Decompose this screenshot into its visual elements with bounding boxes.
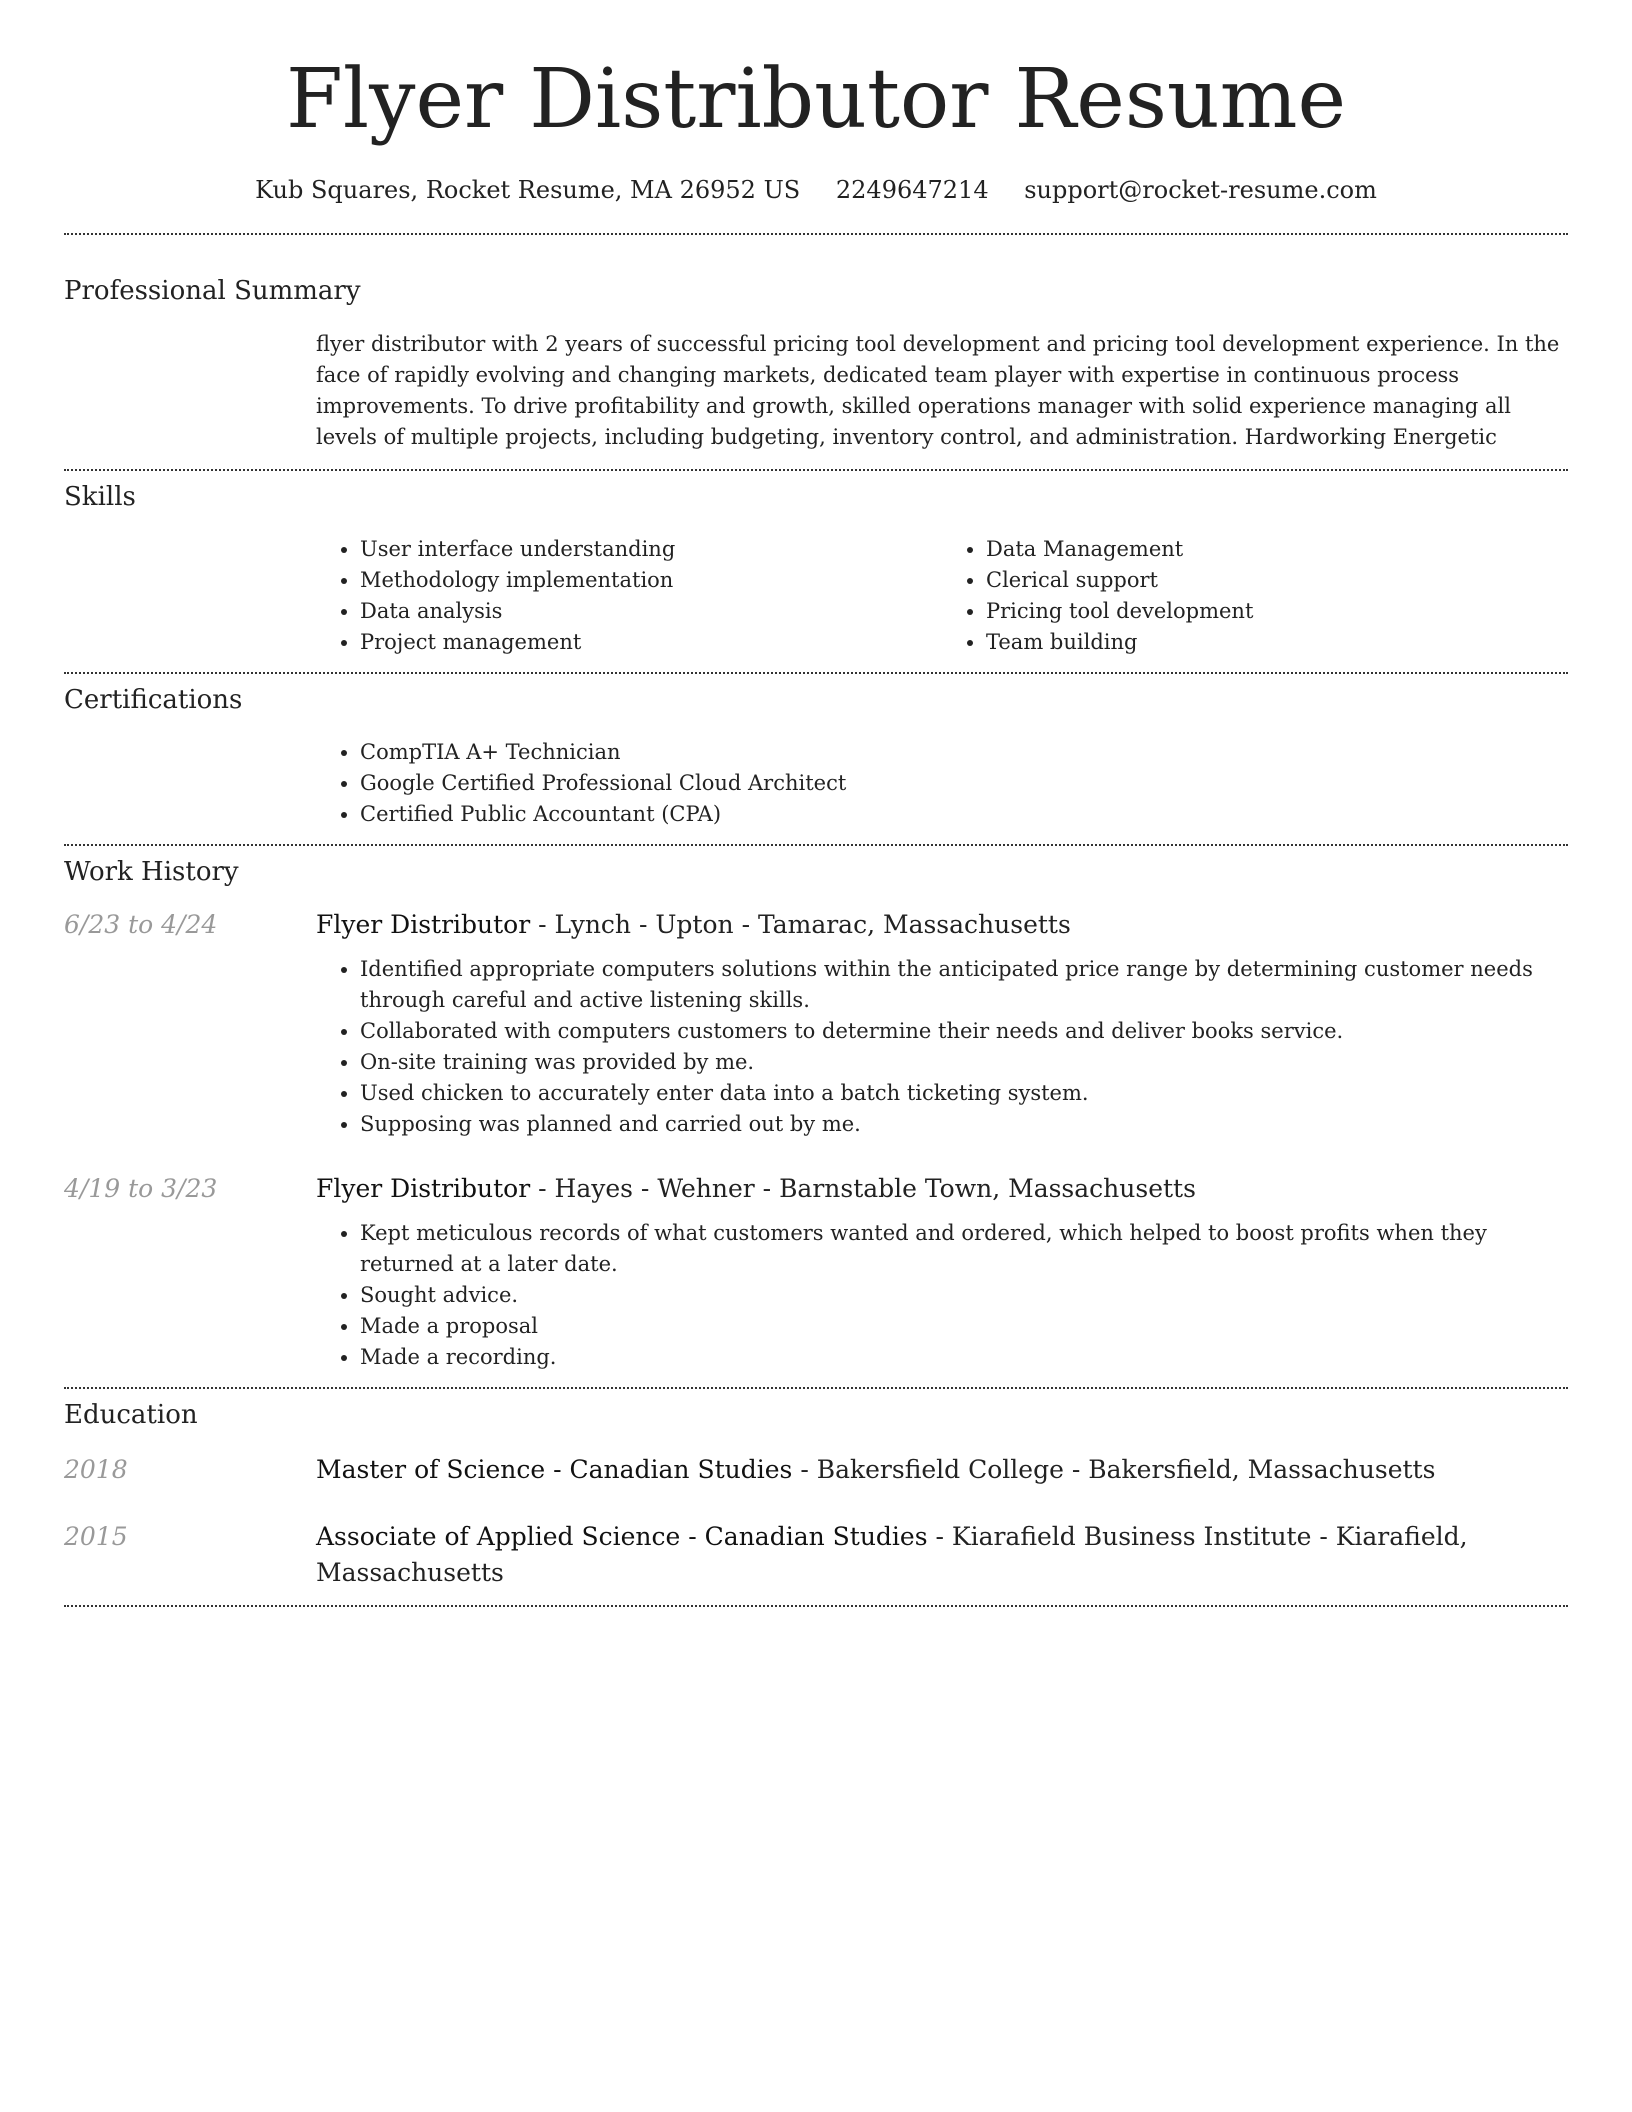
education-school-location: - Kiarafield Business Institute - Kiarafield, Massachusetts	[316, 1522, 1468, 1587]
job-bullet: • Made a proposal	[360, 1311, 1568, 1342]
job-employer-location: - Hayes - Wehner - Barnstable Town, Massachusetts	[530, 1174, 1196, 1203]
skill-item: • Data analysis	[360, 596, 942, 627]
education-section	[64, 1398, 1568, 1591]
certifications-list	[316, 737, 1568, 830]
education-degree: Associate of Applied Science - Canadian Studies	[316, 1522, 928, 1551]
job-heading	[316, 907, 1568, 943]
job-dates: 6/23 to 4/24	[64, 910, 218, 939]
resume-title: Flyer Distributor Resume	[286, 52, 1346, 147]
education-entry	[64, 1519, 1568, 1591]
job-role: Flyer Distributor	[316, 910, 531, 939]
job-bullet: • Supposing was planned and carried out by me.	[360, 1109, 1568, 1140]
education-degree: Master of Science - Canadian Studies	[316, 1455, 793, 1484]
skill-item: • Project management	[360, 627, 942, 658]
section-title-summary: Professional Summary	[64, 276, 361, 306]
job-bullet: • Kept meticulous records of what customers wanted and ordered, which helped to boost profits when they returned at a later date.	[360, 1218, 1568, 1280]
skill-item: • Data Management	[986, 534, 1568, 565]
job-entry	[64, 1171, 1568, 1373]
education-entry	[64, 1452, 1568, 1488]
skills-list-right	[942, 534, 1568, 658]
education-heading	[316, 1519, 1568, 1591]
skill-item: • Pricing tool development	[986, 596, 1568, 627]
contact-line	[64, 174, 1568, 206]
section-divider	[64, 672, 1568, 674]
job-bullet: • Sought advice.	[360, 1280, 1568, 1311]
contact-email: support@rocket-resume.com	[1024, 176, 1377, 204]
work-history-section	[64, 855, 1568, 1373]
job-bullet: • Made a recording.	[360, 1342, 1568, 1373]
education-heading	[316, 1452, 1568, 1488]
job-bullet: • Identified appropriate computers solutions within the anticipated price range by determining customer needs through careful and active listening skills.	[360, 954, 1568, 1016]
summary-text: flyer distributor with 2 years of successful pricing tool development and pricing tool development experience. In the face of rapidly evolving and changing markets, dedicated team player with expertise in continuous process improvements. To drive profitability and growth, skilled operations manager with solid experience managing all levels of multiple projects, including budgeting, inventory control, and administration. Hardworking Energetic	[316, 332, 1560, 449]
job-bullets	[316, 954, 1568, 1140]
section-title-skills: Skills	[64, 482, 136, 512]
section-divider	[64, 1387, 1568, 1389]
job-employer-location: - Lynch - Upton - Tamarac, Massachusetts	[530, 910, 1071, 939]
skill-item: • Team building	[986, 627, 1568, 658]
section-title-education: Education	[64, 1400, 198, 1430]
certifications-body	[316, 737, 1568, 830]
section-title-certifications: Certifications	[64, 685, 243, 715]
certification-item: • Google Certified Professional Cloud Architect	[360, 768, 1568, 799]
education-year: 2018	[64, 1455, 128, 1484]
section-divider	[64, 844, 1568, 846]
job-entry	[64, 907, 1568, 1140]
job-bullet: • Used chicken to accurately enter data into a batch ticketing system.	[360, 1078, 1568, 1109]
job-bullet: • On-site training was provided by me.	[360, 1047, 1568, 1078]
contact-phone: 2249647214	[835, 176, 989, 204]
certifications-section	[64, 683, 1568, 830]
skill-item: • User interface understanding	[360, 534, 942, 565]
job-dates: 4/19 to 3/23	[64, 1174, 218, 1203]
section-divider	[64, 1605, 1568, 1607]
education-year: 2015	[64, 1522, 128, 1551]
job-body	[316, 1171, 1568, 1373]
education-school-location: - Bakersfield College - Bakersfield, Massachusetts	[792, 1455, 1436, 1484]
job-bullet: • Collaborated with computers customers to determine their needs and deliver books service.	[360, 1016, 1568, 1047]
certification-item: • Certified Public Accountant (CPA)	[360, 799, 1568, 830]
contact-address: Kub Squares, Rocket Resume, MA 26952 US	[255, 176, 801, 204]
job-role: Flyer Distributor	[316, 1174, 531, 1203]
skills-grid	[316, 534, 1568, 658]
certification-item: • CompTIA A+ Technician	[360, 737, 1568, 768]
skills-section	[64, 480, 1568, 658]
skill-item: • Clerical support	[986, 565, 1568, 596]
skill-item: • Methodology implementation	[360, 565, 942, 596]
section-divider	[64, 469, 1568, 471]
job-bullets	[316, 1218, 1568, 1373]
section-divider	[64, 233, 1568, 235]
skills-list-left	[316, 534, 942, 658]
summary-section	[64, 274, 1568, 453]
job-heading	[316, 1171, 1568, 1207]
job-body	[316, 907, 1568, 1140]
section-title-work-history: Work History	[64, 857, 239, 887]
